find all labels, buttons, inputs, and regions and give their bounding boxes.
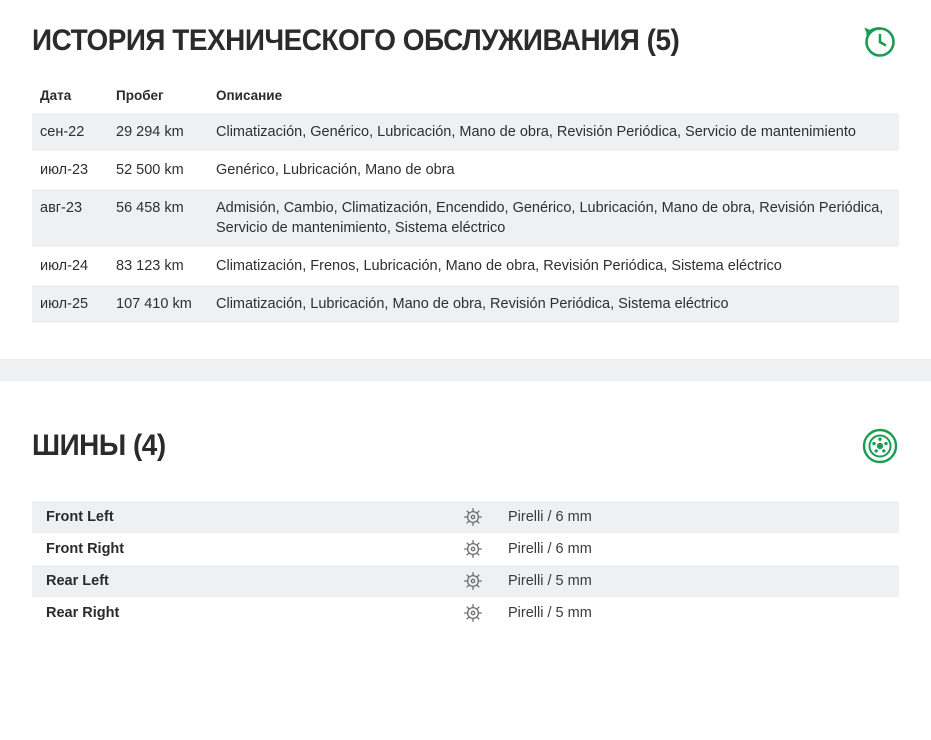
tyre-small-icon bbox=[462, 602, 484, 624]
cell-mileage: 83 123 km bbox=[116, 258, 184, 274]
tyre-wheel-icon bbox=[861, 427, 899, 465]
tyre-position-label: Rear Right bbox=[46, 605, 120, 621]
cell-mileage: 56 458 km bbox=[116, 200, 184, 216]
maintenance-history-header bbox=[32, 22, 899, 60]
tyres-section bbox=[0, 427, 931, 629]
maintenance-history-title: ИСТОРИЯ ТЕХНИЧЕСКОГО ОБСЛУЖИВАНИЯ (5) bbox=[32, 24, 680, 57]
tyre-position-label: Rear Left bbox=[46, 573, 109, 589]
tyre-value: Pirelli / 5 mm bbox=[508, 573, 592, 589]
section-divider-band bbox=[0, 359, 931, 381]
cell-description: Admisión, Cambio, Climatización, Encendido, Genérico, Lubricación, Mano de obra, Revisión Periódica, Servicio de mantenimiento, Sistema eléctrico bbox=[216, 200, 884, 236]
tyre-value: Pirelli / 5 mm bbox=[508, 605, 592, 621]
cell-mileage: 29 294 km bbox=[116, 124, 184, 140]
maintenance-history-section bbox=[0, 0, 931, 323]
tyre-value: Pirelli / 6 mm bbox=[508, 509, 592, 525]
table-row bbox=[32, 247, 899, 285]
list-item bbox=[32, 565, 899, 597]
cell-date: июл-23 bbox=[40, 162, 89, 178]
table-header bbox=[32, 88, 899, 113]
cell-date: июл-25 bbox=[40, 296, 89, 312]
tyre-position-label: Front Right bbox=[46, 541, 125, 557]
table-row bbox=[32, 151, 899, 189]
cell-mileage: 52 500 km bbox=[116, 162, 184, 178]
cell-date: сен-22 bbox=[40, 124, 85, 140]
tyre-value: Pirelli / 6 mm bbox=[508, 541, 592, 557]
table-header-row bbox=[32, 88, 899, 113]
tyres-header bbox=[32, 427, 899, 465]
tyre-position-label: Front Left bbox=[46, 509, 114, 525]
list-item bbox=[32, 533, 899, 565]
column-header-mileage: Пробег bbox=[116, 88, 164, 103]
tyres-title: ШИНЫ (4) bbox=[32, 429, 166, 462]
maintenance-history-table bbox=[32, 88, 899, 323]
tyre-small-icon bbox=[462, 570, 484, 592]
cell-mileage: 107 410 km bbox=[116, 296, 192, 312]
cell-date: авг-23 bbox=[40, 200, 83, 216]
cell-date: июл-24 bbox=[40, 258, 89, 274]
tyre-small-icon bbox=[462, 506, 484, 528]
cell-description: Climatización, Frenos, Lubricación, Mano de obra, Revisión Periódica, Sistema eléctrico bbox=[216, 258, 782, 274]
history-clock-icon bbox=[861, 22, 899, 60]
tyre-small-icon bbox=[462, 538, 484, 560]
table-row bbox=[32, 189, 899, 247]
tyre-list bbox=[32, 501, 899, 629]
list-item bbox=[32, 501, 899, 533]
column-header-description: Описание bbox=[216, 88, 283, 103]
table-row bbox=[32, 113, 899, 151]
table-row bbox=[32, 285, 899, 323]
column-header-date: Дата bbox=[40, 88, 72, 103]
cell-description: Climatización, Genérico, Lubricación, Mano de obra, Revisión Periódica, Servicio de mantenimiento bbox=[216, 124, 856, 140]
cell-description: Climatización, Lubricación, Mano de obra, Revisión Periódica, Sistema eléctrico bbox=[216, 296, 729, 312]
table-body bbox=[32, 113, 899, 323]
list-item bbox=[32, 597, 899, 629]
cell-description: Genérico, Lubricación, Mano de obra bbox=[216, 162, 455, 178]
